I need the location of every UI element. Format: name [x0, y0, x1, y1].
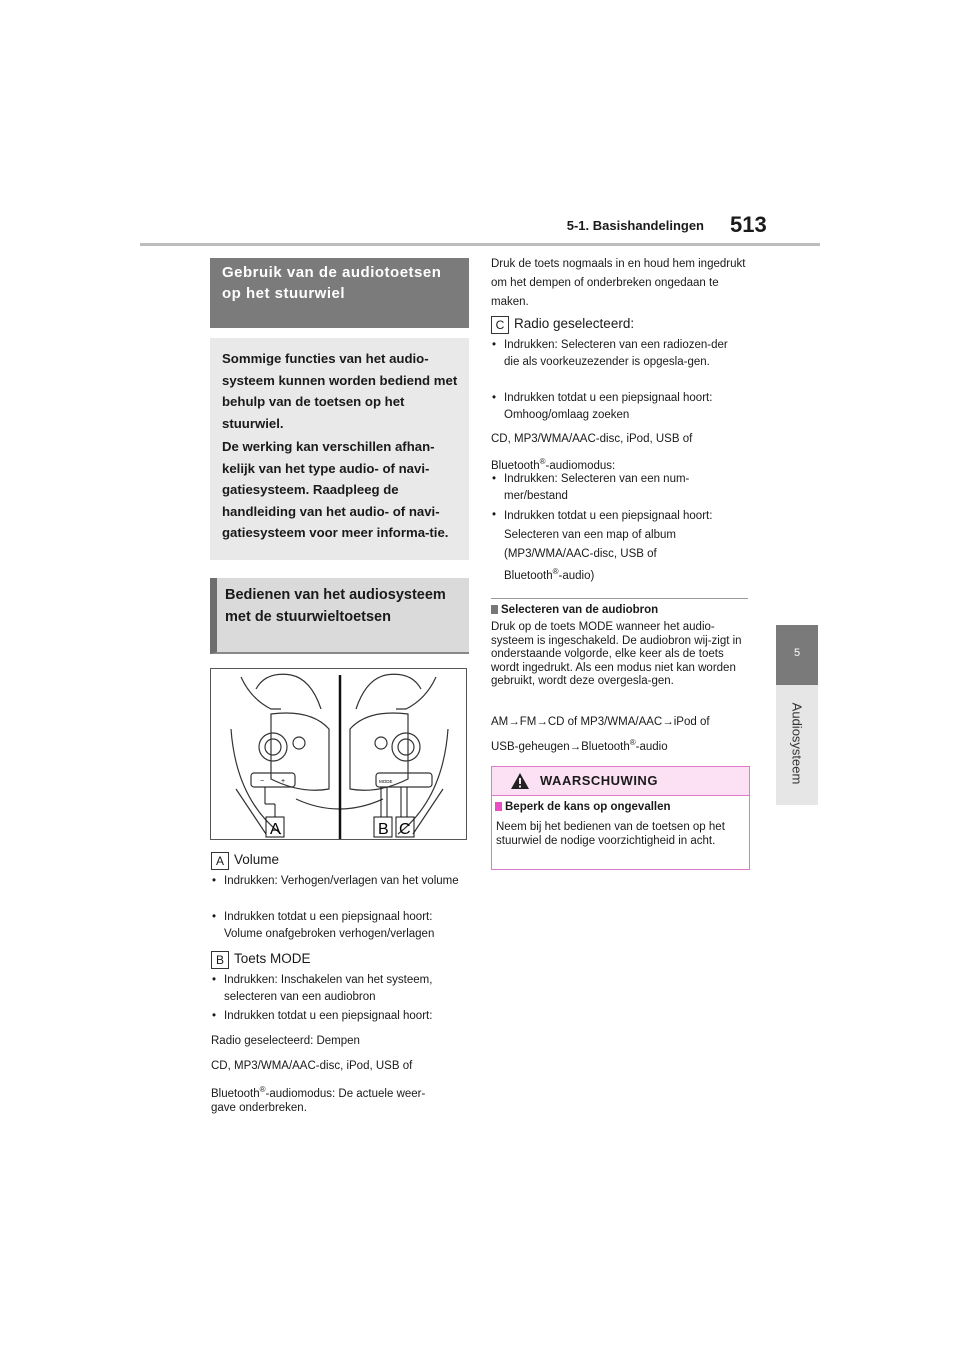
- item-c-paragraph-1: CD, MP3/WMA/AAC-disc, iPod, USB of: [491, 433, 693, 445]
- chapter-title: Audiosysteem: [789, 702, 805, 785]
- figure-plus-label: +: [281, 778, 286, 785]
- figure-label-c: C: [399, 821, 411, 838]
- chapter-label: [770, 690, 820, 800]
- registered-mark: ®: [539, 457, 546, 466]
- square-bullet-icon: [495, 802, 502, 811]
- warning-text: Neem bij het bedienen van de toetsen op het stuurwiel de nodige voorzichtigheid in acht.: [496, 821, 725, 847]
- warning-heading: WAARSCHUWING: [540, 773, 658, 788]
- item-b-bullet-1-text: Indrukken: Inschakelen van het systeem, selecteren van een audiobron: [224, 974, 433, 1003]
- source-sequence-1: AM→FM→CD of MP3/WMA/AAC→iPod of: [491, 716, 710, 728]
- item-b-paragraph-3-rest: -audiomodus: De actuele weer-: [265, 1087, 426, 1100]
- item-c-bullet-4: • Indrukken totdat u een piepsignaal hoort: Selecteren van een map of album (MP3/WMA/AAC-disc, USB of: [492, 507, 752, 564]
- item-c-bullet-4-cont: [504, 563, 594, 585]
- item-a-letter: A: [211, 852, 229, 870]
- item-b-letter: B: [211, 951, 229, 969]
- figure-minus-label: −: [260, 778, 265, 785]
- source-paragraph: Druk op de toets MODE wanneer het audio-systeem is ingeschakeld. De audiobron wij-zigt in onderstaande volgorde, elke keer als de toets wordt ingedrukt. Als een modus niet kan worden gebruikt, wordt deze overgesla-gen.: [491, 621, 742, 687]
- item-c-bullet-4-text: Indrukken totdat u een piepsignaal hoort: Selecteren van een map of album (MP3/WMA/AAC-disc, USB of: [504, 510, 713, 560]
- warning-box: [491, 766, 750, 870]
- warning-header: [492, 767, 749, 796]
- item-c-bullet-3-text: Indrukken: Selecteren van een num-mer/bestand: [504, 473, 690, 502]
- registered-mark: ®: [629, 738, 636, 747]
- warning-triangle-icon: [510, 772, 530, 790]
- subsection-heading-box: [210, 578, 469, 654]
- item-a-bullet-2: • Indrukken totdat u een piepsignaal hoort: Volume onafgebroken verhogen/verlagen: [212, 909, 472, 943]
- source-sequence-2-rest: -audio: [635, 740, 668, 753]
- item-a-bullet-1: • Indrukken: Verhogen/verlagen van het volume: [212, 873, 472, 890]
- item-c-bullet-1-text: Indrukken: Selecteren van een radiozen-der die als voorkeuzezender is opgesla-gen.: [504, 339, 728, 368]
- item-a-bullet-2-text: Indrukken totdat u een piepsignaal hoort: Volume onafgebroken verhogen/verlagen: [224, 911, 435, 940]
- right-intro-paragraph: Druk de toets nogmaals in en houd hem ingedrukt om het dempen of onderbreken ongedaan te maken.: [491, 258, 746, 308]
- item-c-letter: C: [491, 316, 509, 334]
- item-b-bullet-2: • Indrukken totdat u een piepsignaal hoort:: [212, 1008, 472, 1025]
- source-heading-text: Selecteren van de audiobron: [501, 604, 659, 616]
- intro-paragraph-1: Sommige functies van het audio-systeem kunnen worden bediend met behulp van de toetsen op het stuurwiel.: [222, 351, 458, 431]
- item-c-bullet-4-cont-rest: -audio): [558, 569, 595, 582]
- section-heading: Gebruik van de audiotoetsen op het stuurwiel: [222, 264, 442, 302]
- item-b-paragraph-1: Radio geselecteerd: Dempen: [211, 1035, 360, 1047]
- bluetooth-word: Bluetooth: [504, 569, 553, 582]
- bluetooth-word: Bluetooth: [211, 1087, 260, 1100]
- registered-mark: ®: [259, 1085, 266, 1094]
- figure-label-a: A: [270, 821, 281, 838]
- item-b-title: Toets MODE: [234, 951, 311, 966]
- item-b-paragraph-4: gave onderbreken.: [211, 1102, 307, 1114]
- header-rule: [140, 243, 820, 246]
- page-number: 513: [730, 212, 767, 237]
- figure-label-b: B: [378, 821, 389, 838]
- item-c-bullet-2-text: Indrukken totdat u een piepsignaal hoort: Omhoog/omlaag zoeken: [504, 392, 713, 421]
- header-section-title: 5-1. Basishandelingen: [566, 218, 704, 233]
- item-b-bullet-2-text: Indrukken totdat u een piepsignaal hoort:: [224, 1010, 433, 1022]
- chapter-tab: [776, 625, 818, 685]
- source-sequence-2-text: USB-geheugen→Bluetooth: [491, 740, 630, 753]
- item-a-bullet-1-text: Indrukken: Verhogen/verlagen van het volume: [224, 875, 459, 887]
- source-sequence-2: [491, 733, 668, 757]
- chapter-number: 5: [793, 647, 801, 659]
- source-heading: [491, 604, 658, 616]
- item-c-paragraph-2-rest: -audiomodus:: [545, 459, 616, 472]
- intro-paragraph-2: De werking kan verschillen afhan-kelijk van het type audio- of navi-gatiesysteem. Raadpleeg de handleiding van het audio- of navi-gatiesysteem voor meer informa-tie.: [222, 439, 449, 540]
- section-divider: [491, 598, 748, 599]
- warning-subheading: [495, 801, 671, 813]
- steering-wheel-figure: [210, 668, 467, 840]
- warning-subheading-text: Beperk de kans op ongevallen: [505, 801, 671, 813]
- bluetooth-word: Bluetooth: [491, 459, 540, 472]
- item-c-bullet-3: • Indrukken: Selecteren van een num-mer/bestand: [492, 471, 752, 505]
- subsection-heading: Bedienen van het audiosysteem met de stuurwieltoetsen: [225, 587, 446, 625]
- item-c-bullet-1: • Indrukken: Selecteren van een radiozen-der die als voorkeuzezender is opgesla-gen.: [492, 337, 752, 371]
- steering-wheel-illustration: [211, 669, 467, 840]
- item-c-bullet-2: • Indrukken totdat u een piepsignaal hoort: Omhoog/omlaag zoeken: [492, 390, 752, 424]
- figure-mode-label: MODE: [379, 779, 393, 784]
- registered-mark: ®: [552, 567, 559, 576]
- section-heading-box: [210, 258, 469, 328]
- item-c-title: Radio geselecteerd:: [514, 316, 635, 331]
- item-b-paragraph-2: CD, MP3/WMA/AAC-disc, iPod, USB of: [211, 1060, 413, 1072]
- square-bullet-icon: [491, 605, 498, 614]
- intro-box: [210, 338, 469, 560]
- item-b-bullet-1: • Indrukken: Inschakelen van het systeem, selecteren van een audiobron: [212, 972, 472, 1006]
- item-a-title: Volume: [234, 852, 280, 867]
